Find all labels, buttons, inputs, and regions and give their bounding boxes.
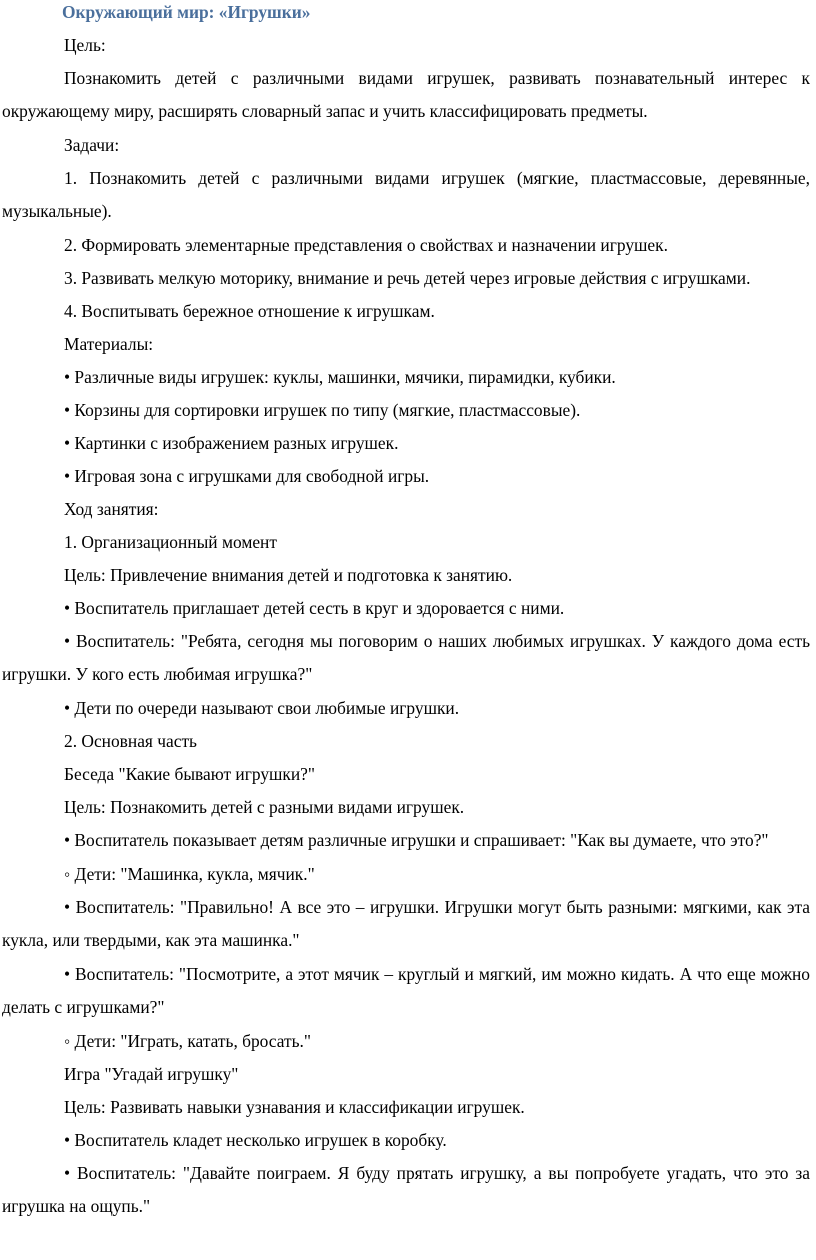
- paragraph: Цель: Развивать навыки узнавания и классификации игрушек.: [64, 1097, 525, 1117]
- paragraph: • Игровая зона с игрушками для свободной игры.: [64, 466, 430, 486]
- paragraph: • Воспитатель: "Правильно! А все это – игрушки. Игрушки могут быть разными: мягкими, как эта кукла, или твердыми, как эта машинка.": [2, 897, 810, 950]
- paragraph: 1. Организационный момент: [64, 532, 277, 552]
- paragraph: • Картинки с изображением разных игрушек.: [64, 433, 399, 453]
- paragraph: • Воспитатель приглашает детей сесть в круг и здоровается с ними.: [64, 598, 565, 618]
- paragraph: • Корзины для сортировки игрушек по типу (мягкие, пластмассовые).: [64, 400, 581, 420]
- paragraph: • Дети по очереди называют свои любимые игрушки.: [64, 698, 460, 718]
- paragraph: • Воспитатель: "Давайте поиграем. Я буду прятать игрушку, а вы попробуете угадать, что это за игрушка на ощупь.": [2, 1163, 810, 1216]
- paragraph: • Воспитатель показывает детям различные игрушки и спрашивает: "Как вы думаете, что это?": [64, 830, 769, 850]
- paragraph: Задачи:: [64, 135, 120, 155]
- paragraph: • Воспитатель: "Ребята, сегодня мы поговорим о наших любимых игрушках. У каждого дома есть игрушки. У кого есть любимая игрушка?": [2, 631, 810, 684]
- paragraph: Цель: Привлечение внимания детей и подготовка к занятию.: [64, 565, 513, 585]
- paragraph: 4. Воспитывать бережное отношение к игрушкам.: [64, 301, 435, 321]
- paragraph: ◦ Дети: "Играть, катать, бросать.": [64, 1031, 311, 1051]
- document-body: [0, 34, 810, 1223]
- paragraph: • Воспитатель: "Посмотрите, а этот мячик – круглый и мягкий, им можно кидать. А что еще можно делать с игрушками?": [2, 964, 810, 1017]
- paragraph: ◦ Дети: "Машинка, кукла, мячик.": [64, 864, 315, 884]
- paragraph: Игра "Угадай игрушку": [64, 1064, 239, 1084]
- document-title: Окружающий мир: «Игрушки»: [62, 2, 311, 22]
- paragraph: 2. Формировать элементарные представления о свойствах и назначении игрушек.: [64, 235, 668, 255]
- paragraph: Беседа "Какие бывают игрушки?": [64, 764, 315, 784]
- paragraph: Ход занятия:: [64, 499, 159, 519]
- paragraph: 2. Основная часть: [64, 731, 197, 751]
- paragraph: 1. Познакомить детей с различными видами игрушек (мягкие, пластмассовые, деревянные, музыкальные).: [2, 168, 810, 221]
- paragraph: 3. Развивать мелкую моторику, внимание и речь детей через игровые действия с игрушками.: [64, 268, 751, 288]
- paragraph: Цель: Познакомить детей с разными видами игрушек.: [64, 797, 465, 817]
- paragraph: • Различные виды игрушек: куклы, машинки, мячики, пирамидки, кубики.: [64, 367, 616, 387]
- paragraph: Познакомить детей с различными видами игрушек, развивать познавательный интерес к окружающему миру, расширять словарный запас и учить классифицировать предметы.: [2, 68, 810, 121]
- paragraph: Материалы:: [64, 334, 154, 354]
- paragraph: • Воспитатель кладет несколько игрушек в коробку.: [64, 1130, 447, 1150]
- paragraph: Цель:: [64, 35, 106, 55]
